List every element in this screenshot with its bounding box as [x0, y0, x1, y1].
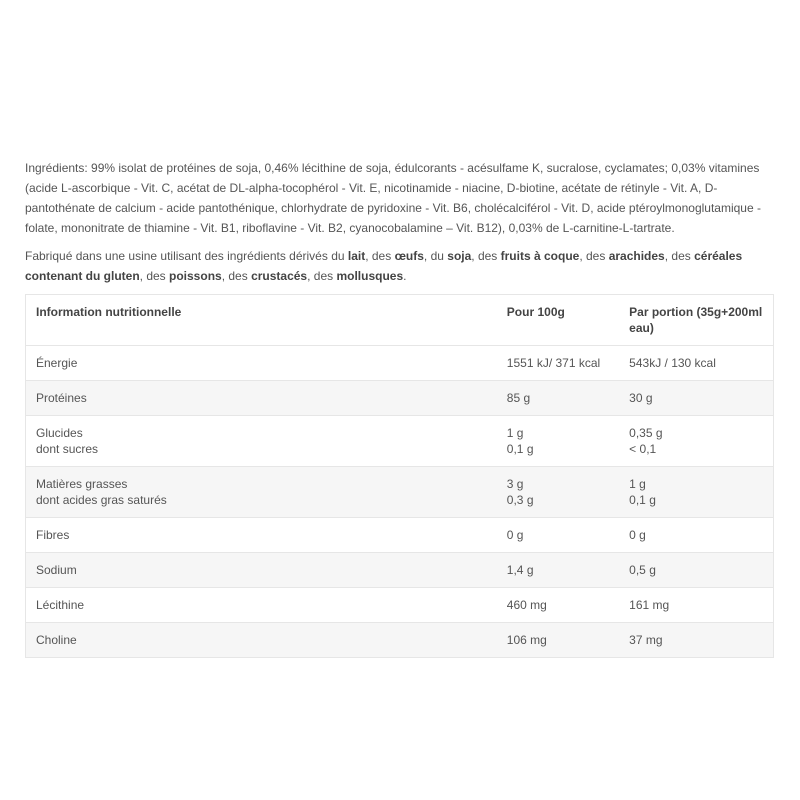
- allergen-text-8: , des: [221, 269, 252, 283]
- allergen-text-7: , des: [139, 269, 170, 283]
- value-per-100g: 0,1 g: [506, 442, 534, 456]
- value-per-100g: 0,3 g: [506, 493, 534, 507]
- nutrient-name: Choline: [36, 633, 77, 647]
- allergen-text-5: , des: [579, 249, 609, 263]
- value-per-portion: 0,1 g: [629, 493, 656, 507]
- value-per-100g-cell: [507, 467, 629, 518]
- nutrient-name: Sodium: [36, 563, 77, 577]
- value-per-portion: < 0,1: [629, 442, 657, 456]
- value-per-portion: 543kJ / 130 kcal: [629, 356, 716, 370]
- allergen-soja: soja: [447, 249, 472, 263]
- nutrient-name: Fibres: [36, 528, 70, 542]
- nutrient-name: Protéines: [36, 391, 87, 405]
- header-information: Information nutritionnelle: [26, 295, 507, 346]
- allergens-text: [25, 246, 775, 286]
- allergen-lait: lait: [347, 249, 366, 263]
- allergen-text-10: .: [403, 269, 407, 283]
- table-row: [26, 467, 774, 518]
- nutrient-name-cell: [26, 467, 507, 518]
- table-row: [26, 416, 774, 467]
- nutrient-name-cell: [26, 588, 507, 623]
- allergen-fruits-a-coque: fruits à coque: [500, 249, 580, 263]
- allergen-text-4: , des: [471, 249, 501, 263]
- nutrition-header-row: [26, 295, 774, 346]
- value-per-portion-cell: [629, 346, 773, 381]
- allergen-arachides: arachides: [608, 249, 665, 263]
- value-per-portion-cell: [629, 518, 773, 553]
- value-per-100g: 1,4 g: [506, 563, 534, 577]
- allergen-text-1: Fabriqué dans une usine utilisant des ingrédients dérivés du: [25, 249, 348, 263]
- table-row: [26, 588, 774, 623]
- product-info: [25, 158, 775, 658]
- allergen-text-3: , du: [423, 249, 448, 263]
- nutrition-table-body: [26, 346, 774, 658]
- nutrient-name: Énergie: [36, 356, 78, 370]
- header-per-100g: Pour 100g: [507, 295, 629, 346]
- nutrient-name: dont sucres: [36, 442, 99, 456]
- value-per-portion: 0 g: [629, 528, 646, 542]
- nutrient-name-cell: [26, 381, 507, 416]
- value-per-portion-cell: [629, 623, 773, 658]
- nutrient-name-cell: [26, 346, 507, 381]
- value-per-portion-cell: [629, 553, 773, 588]
- table-row: [26, 346, 774, 381]
- value-per-100g-cell: [507, 588, 629, 623]
- value-per-100g-cell: [507, 623, 629, 658]
- value-per-100g-cell: [507, 553, 629, 588]
- allergen-text-9: , des: [307, 269, 337, 283]
- value-per-100g-cell: [507, 416, 629, 467]
- nutrient-name: Lécithine: [36, 598, 85, 612]
- value-per-portion-cell: [629, 588, 773, 623]
- allergen-mollusques: mollusques: [336, 269, 404, 283]
- nutrient-name-cell: [26, 518, 507, 553]
- value-per-100g-cell: [507, 346, 629, 381]
- value-per-100g-cell: [507, 381, 629, 416]
- value-per-100g: 1551 kJ/ 371 kcal: [506, 356, 601, 370]
- allergen-text-2: , des: [365, 249, 395, 263]
- allergen-text-6: , des: [664, 249, 695, 263]
- nutrient-name-cell: [26, 623, 507, 658]
- table-row: [26, 381, 774, 416]
- value-per-100g: 106 mg: [506, 633, 547, 647]
- value-per-portion-cell: [629, 381, 773, 416]
- value-per-portion: 30 g: [629, 391, 653, 405]
- allergen-crustaces: crustacés: [251, 269, 308, 283]
- nutrition-table: [25, 294, 774, 658]
- table-row: [26, 518, 774, 553]
- value-per-portion: 0,35 g: [629, 426, 663, 440]
- nutrient-name: dont acides gras saturés: [36, 493, 167, 507]
- nutrient-name: Matières grasses: [36, 477, 128, 491]
- value-per-portion: 161 mg: [629, 598, 670, 612]
- value-per-portion-cell: [629, 467, 773, 518]
- value-per-100g: 460 mg: [506, 598, 547, 612]
- value-per-portion: 0,5 g: [629, 563, 656, 577]
- allergen-poissons: poissons: [169, 269, 222, 283]
- value-per-100g: 0 g: [506, 528, 524, 542]
- allergen-cereales: céréales contenant du gluten: [25, 249, 743, 283]
- value-per-portion: 1 g: [629, 477, 646, 491]
- value-per-100g: 3 g: [506, 477, 524, 491]
- ingredients-text: Ingrédients: 99% isolat de protéines de soja, 0,46% lécithine de soja, édulcorants - acésulfame K, sucralose, cyclamates; 0,03% vitamines (acide L-ascorbique - Vit. C, acétat de DL-alpha-tocophérol - Vit. E, nicotinamide - niacine, D-biotine, acétate de rétinyle - Vit. A, D-pantothénate de calcium - acide pantothénique, chlorhydrate de pyridoxine - Vit. B6, cholécalciférol - Vit. D, acide ptéroylmonoglutamique - folate, mononitrate de thiamine - Vit. B1, riboflavine - Vit. B2, cyanocobalamine – Vit. B12), 0,03% de L-carnitine-L-tartrate.: [25, 161, 761, 235]
- value-per-100g: 1 g: [506, 426, 524, 440]
- nutrient-name: Glucides: [36, 426, 83, 440]
- nutrient-name-cell: [26, 553, 507, 588]
- table-row: [26, 623, 774, 658]
- value-per-100g: 85 g: [506, 391, 531, 405]
- table-row: [26, 553, 774, 588]
- value-per-portion: 37 mg: [629, 633, 663, 647]
- allergen-oeufs: œufs: [394, 249, 424, 263]
- value-per-portion-cell: [629, 416, 773, 467]
- value-per-100g-cell: [507, 518, 629, 553]
- header-per-portion: Par portion (35g+200ml eau): [629, 295, 773, 346]
- nutrient-name-cell: [26, 416, 507, 467]
